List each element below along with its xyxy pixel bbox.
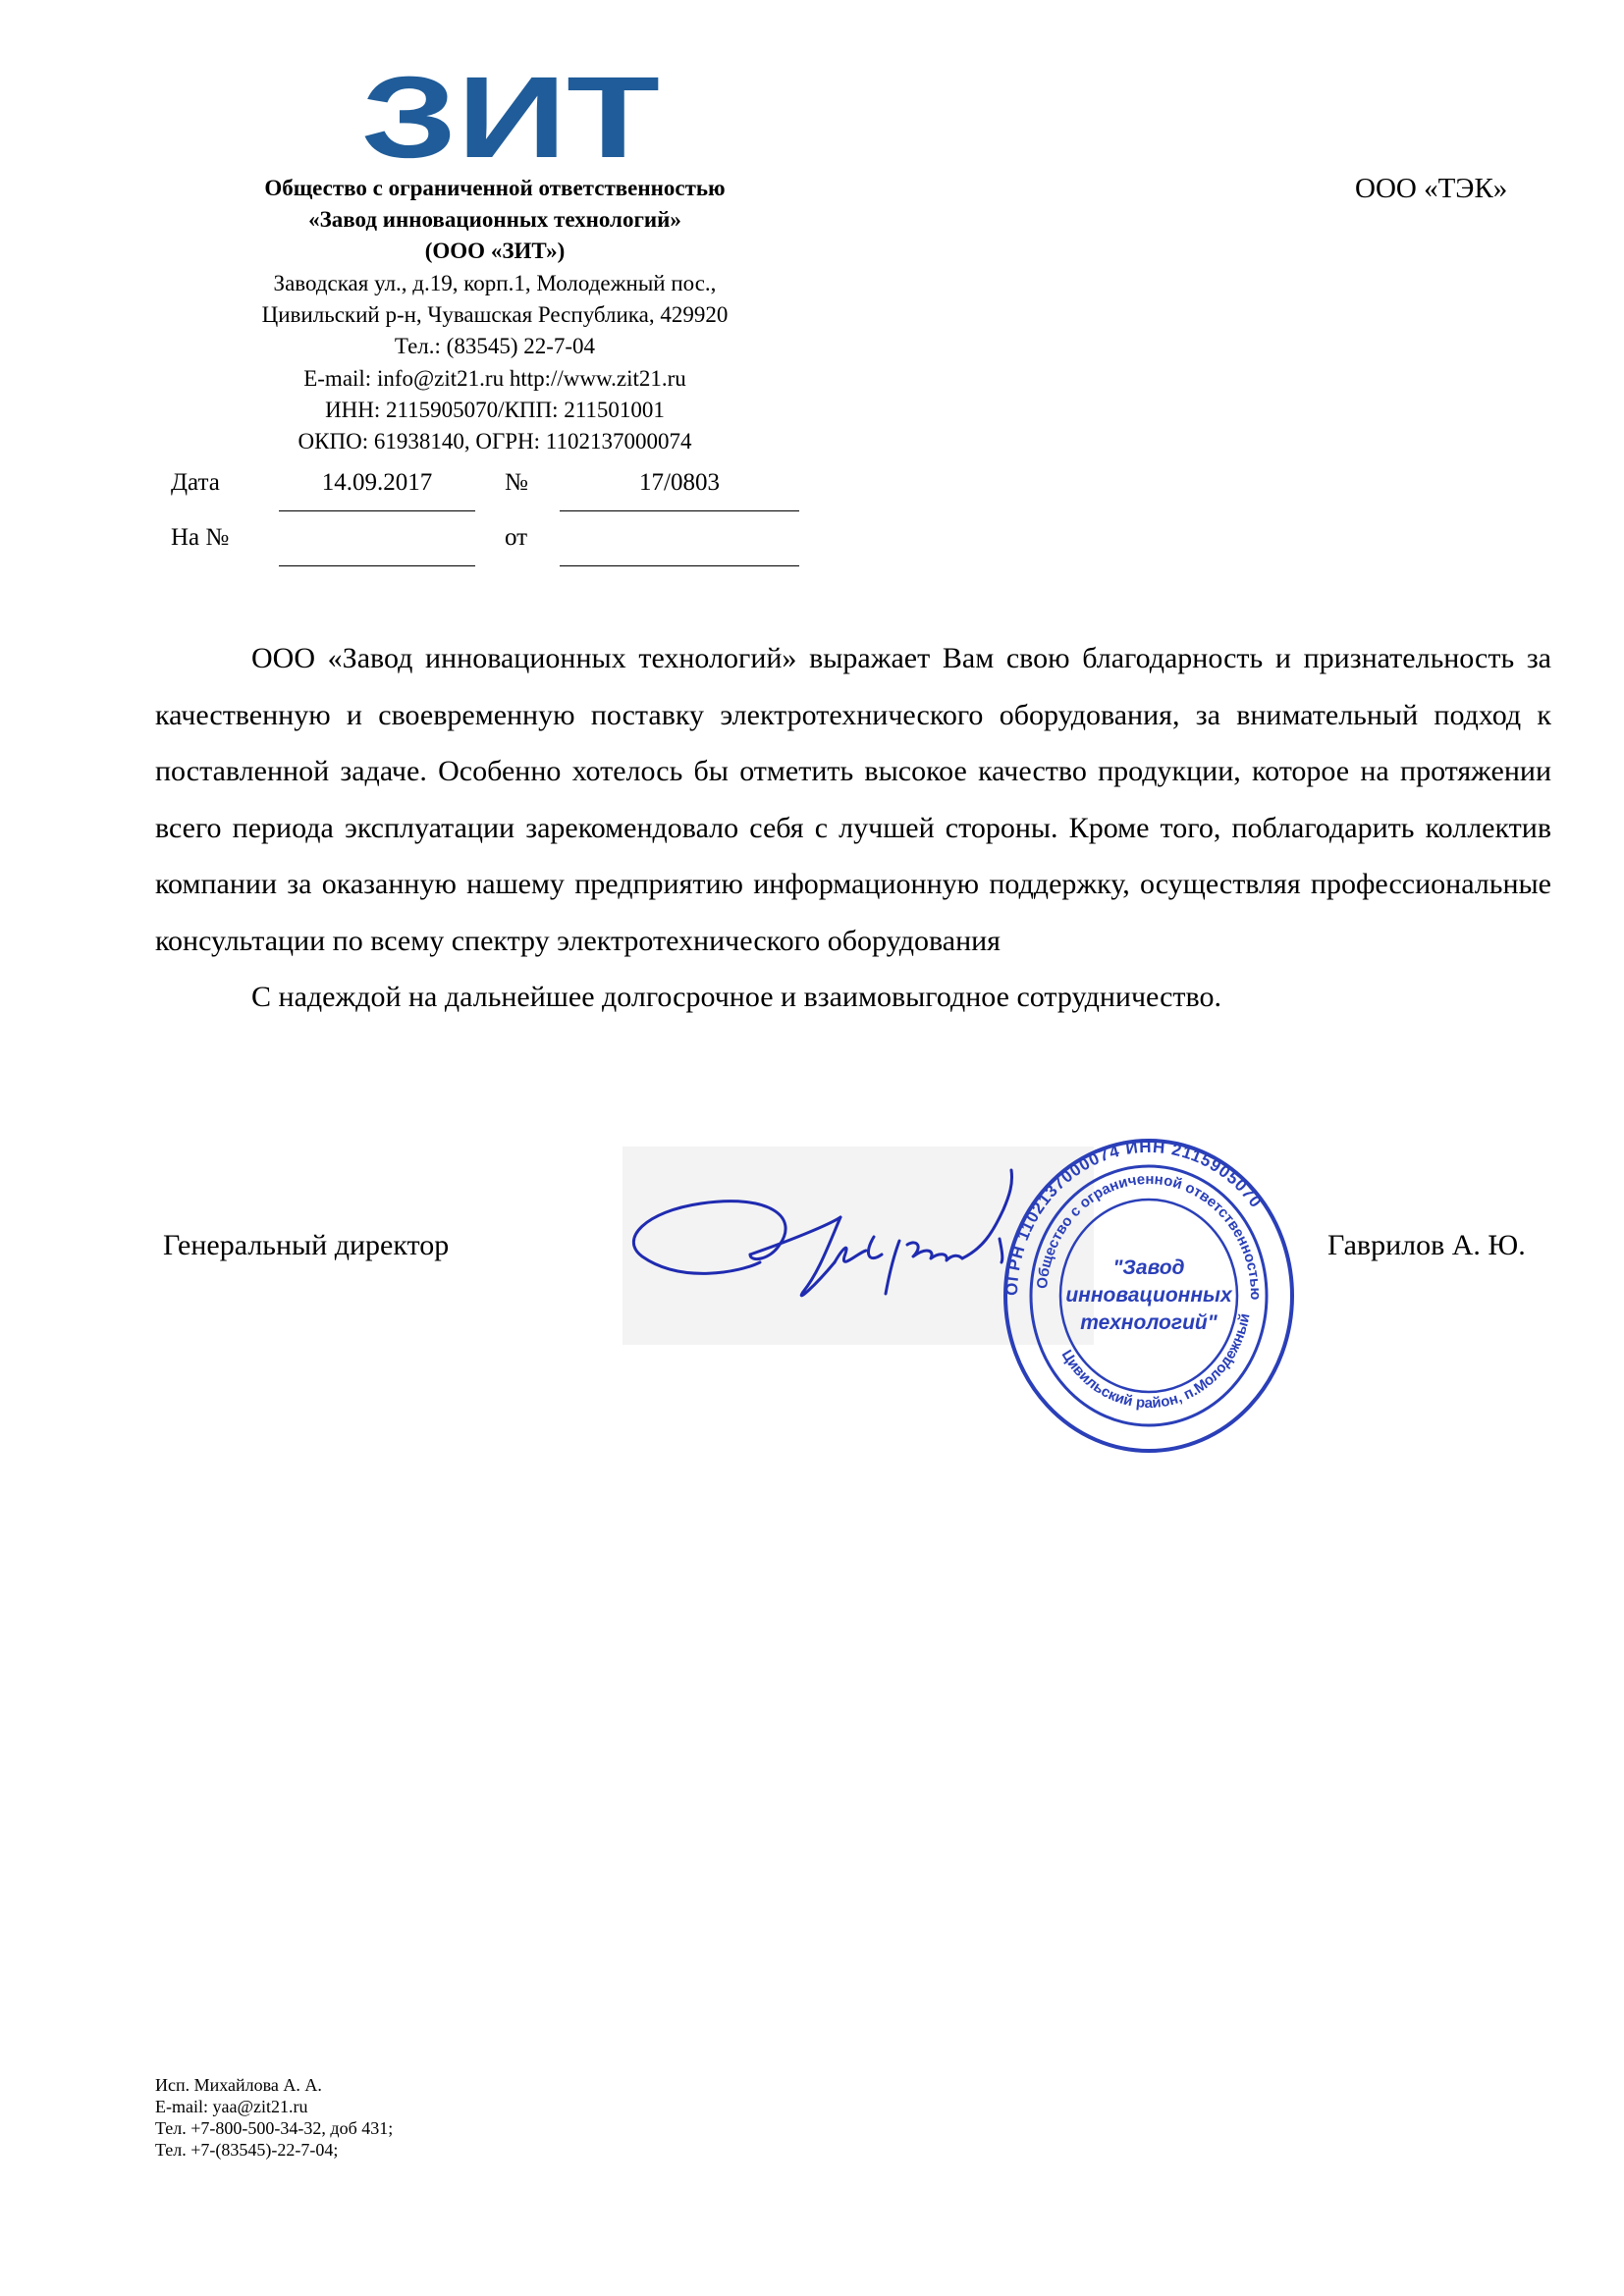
address-line1: Заводская ул., д.19, корп.1, Молодежный пос., [273,271,717,295]
signatory-name: Гаврилов А. Ю. [1327,1229,1526,1261]
executor-phone-2: Тел. +7-(83545)-22-7-04; [155,2140,339,2160]
stamp-outer-text: ОГРН 1102137000074 ИНН 2115905070 [1001,1139,1266,1297]
address-line2: Цивильский р-н, Чувашская Республика, 429920 [261,302,729,327]
number-underline [560,510,799,511]
company-logo [359,71,662,165]
org-name-line1: Общество с ограниченной ответственностью [264,176,726,200]
org-name-line3: (ООО «ЗИТ») [424,239,566,263]
org-name-line2: «Завод инновационных технологий» [308,207,681,232]
stamp-bottom-text: Цивильский район, п.Молодежный [1057,1311,1254,1413]
executor-phone-1: Тел. +7-800-500-34-32, доб 431; [155,2118,394,2138]
number-label: № [505,469,528,496]
stamp-ring-text: Общество с ограниченной ответственностью [1034,1170,1265,1301]
stamp-center-line1: "Завод [1112,1256,1185,1279]
inn-kpp-line: ИНН: 2115905070/КПП: 211501001 [325,398,665,422]
date-underline [279,510,475,511]
stamp-center-line3: технологий" [1080,1311,1218,1334]
number-value: 17/0803 [639,469,720,496]
letter-body [155,630,1551,1026]
ref-from-label: от [505,524,528,551]
email-web-line: E-mail: info@zit21.ru http://www.zit21.ru [303,366,686,391]
logo-text: ЗИТ [361,71,660,165]
company-stamp [1001,1139,1296,1453]
okpo-ogrn-line: ОКПО: 61938140, ОГРН: 1102137000074 [298,429,692,454]
ref-from-underline [560,565,799,566]
date-label: Дата [171,469,220,496]
signatory-title: Генеральный директор [163,1229,450,1261]
date-value: 14.09.2017 [321,469,433,496]
executor-contacts [155,2074,393,2161]
svg-text:Общество с ограниченной ответс [1034,1171,1264,1301]
executor-name: Исп. Михайлова А. А. [155,2075,322,2095]
phone-line: Тел.: (83545) 22-7-04 [394,334,596,358]
ref-number-label: На № [171,524,230,551]
recipient: ООО «ТЭК» [1355,173,1508,204]
body-paragraph-1: ООО «Завод инновационных технологий» выражает Вам свою благодарность и признательность за качественную и своевременную поставку электротехнического оборудования, за внимательный подход к поставленной задаче. Особенно хотелось бы отметить высокое качество продукции, которое на протяжении всего периода эксплуатации зарекомендовало себя с лучшей стороны. Кроме того, поблагодарить коллектив компании за оказанную нашему предприятию информационную поддержку, осуществляя профессиональные консультации по всему спектру электротехнического оборудования [155,642,1551,957]
stamp-center-line2: инновационных [1065,1284,1232,1307]
ref-number-underline [279,565,475,566]
body-paragraph-2: С надеждой на дальнейшее долгосрочное и взаимовыгодное сотрудничество. [251,981,1221,1013]
executor-email: E-mail: yaa@zit21.ru [155,2097,308,2116]
